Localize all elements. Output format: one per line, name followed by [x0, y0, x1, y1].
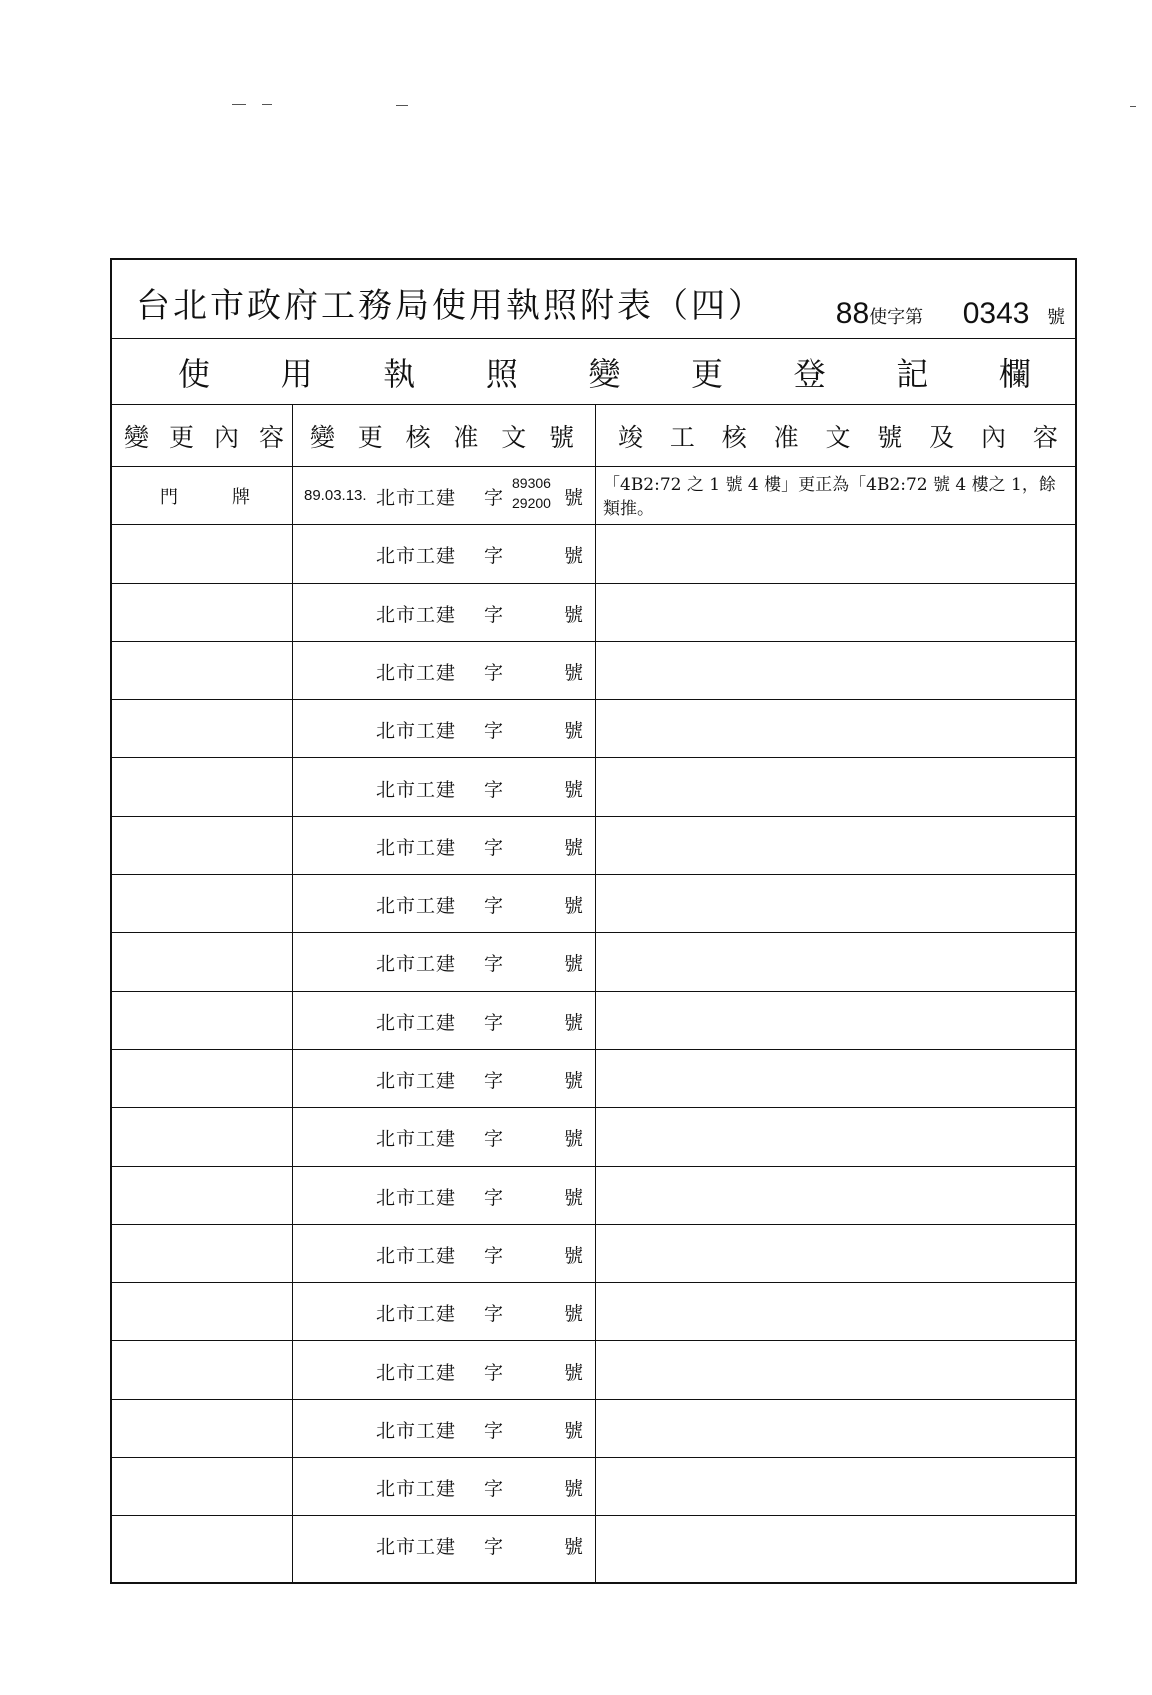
completion-content-cell: 「4B2:72 之 1 號 4 樓」更正為「4B2:72 號 4 樓之 1，餘類推。 [603, 475, 1056, 519]
office-label: 北市工建 [376, 1244, 457, 1267]
hao-label: 號 [564, 895, 584, 918]
hao-label: 號 [564, 1128, 584, 1151]
permit-prefix: 88 [835, 297, 870, 330]
approval-number-cell [292, 1167, 595, 1224]
zi-label: 字 [484, 661, 504, 684]
approval-number-cell [292, 642, 595, 699]
section-char: 欄 [998, 354, 1031, 393]
zi-label: 字 [484, 545, 504, 568]
office-label: 北市工建 [376, 1128, 457, 1151]
change-content-cell [112, 817, 292, 874]
approval-number-cell [292, 1283, 595, 1340]
approval-number-cell [292, 759, 595, 816]
permit-type: 使字第 [869, 307, 924, 328]
zi-label: 字 [484, 1186, 504, 1209]
zi-label: 字 [484, 1128, 504, 1151]
zi-label: 字 [484, 1419, 504, 1442]
change-content-cell [112, 1167, 292, 1224]
approval-number-cell [292, 1225, 595, 1282]
office-label: 北市工建 [376, 1186, 457, 1209]
table-row [112, 1167, 1075, 1225]
approval-number-cell [292, 1400, 595, 1457]
completion-content-cell [595, 525, 1075, 582]
completion-content-cell [595, 1108, 1075, 1165]
table-row [112, 1225, 1075, 1283]
office-label: 北市工建 [376, 661, 457, 684]
approval-number-cell [292, 1342, 595, 1399]
zi-label: 字 [484, 895, 504, 918]
table-row [112, 467, 1075, 525]
change-content-cell: 門 牌 [160, 486, 250, 508]
approval-number-cell [292, 933, 595, 990]
zi-label: 字 [484, 720, 504, 743]
section-char: 更 [691, 354, 724, 393]
approval-number-cell [292, 584, 595, 641]
hao-label: 號 [564, 1303, 584, 1326]
change-content-cell [112, 1283, 292, 1340]
section-char: 登 [793, 354, 826, 393]
zi-label: 字 [484, 1070, 504, 1092]
scan-speck [1130, 106, 1136, 107]
table-row [112, 875, 1075, 933]
change-content-cell [112, 875, 292, 932]
title-row [112, 260, 1075, 339]
completion-content-cell [595, 1342, 1075, 1399]
office-label: 北市工建 [376, 487, 457, 509]
office-label: 北市工建 [376, 545, 457, 568]
table-row [112, 1342, 1075, 1400]
section-char: 用 [280, 354, 313, 393]
hao-label: 號 [564, 1244, 584, 1267]
zi-label: 字 [484, 836, 504, 859]
approval-number-cell [292, 1516, 595, 1574]
scan-speck [232, 104, 246, 105]
approval-number-cell [292, 700, 595, 757]
completion-content-cell [595, 1283, 1075, 1340]
change-content-cell [112, 525, 292, 582]
approval-number-cell [292, 875, 595, 932]
change-content-cell [112, 700, 292, 757]
completion-content-cell [595, 642, 1075, 699]
hao-label: 號 [564, 487, 584, 509]
completion-content-cell [595, 933, 1075, 990]
section-char: 照 [485, 354, 518, 393]
completion-content-cell [595, 1167, 1075, 1224]
approval-number-cell [292, 1458, 595, 1515]
change-content-cell [112, 1225, 292, 1282]
table-row [112, 700, 1075, 758]
zi-label: 字 [484, 1011, 504, 1034]
section-char: 變 [588, 354, 621, 393]
approval-number-cell [292, 1050, 595, 1107]
hao-label: 號 [564, 1419, 584, 1442]
hao-label: 號 [564, 1536, 584, 1559]
permit-suffix: 號 [1047, 307, 1065, 328]
form-title: 台北市政府工務局使用執照附表（四） [136, 286, 765, 326]
change-content-cell [112, 759, 292, 816]
table-row [112, 1400, 1075, 1458]
completion-content-cell [595, 584, 1075, 641]
scan-speck [396, 105, 408, 106]
approval-number-cell [292, 992, 595, 1049]
completion-content-cell [595, 1458, 1075, 1515]
zi-label: 字 [484, 778, 504, 801]
completion-content-cell [595, 1225, 1075, 1282]
change-content-cell [112, 1108, 292, 1165]
change-content-cell [112, 1342, 292, 1399]
office-label: 北市工建 [376, 836, 457, 859]
hao-label: 號 [564, 1070, 584, 1092]
change-content-cell [112, 933, 292, 990]
section-char: 記 [896, 354, 929, 393]
change-content-cell [112, 1400, 292, 1457]
table-row [112, 525, 1075, 583]
table-row [112, 992, 1075, 1050]
office-label: 北市工建 [376, 778, 457, 801]
hao-label: 號 [564, 1478, 584, 1501]
office-label: 北市工建 [376, 1011, 457, 1034]
table-row [112, 642, 1075, 700]
office-label: 北市工建 [376, 1478, 457, 1501]
hao-label: 號 [564, 603, 584, 626]
table-row [112, 817, 1075, 875]
hao-label: 號 [564, 661, 584, 684]
approval-date: 89.03.13. [304, 487, 367, 504]
office-label: 北市工建 [376, 953, 457, 976]
zi-label: 字 [484, 1536, 504, 1559]
hao-label: 號 [564, 1361, 584, 1384]
zi-label: 字 [484, 1361, 504, 1384]
office-label: 北市工建 [376, 895, 457, 918]
approval-number-cell [292, 467, 595, 524]
header-change-content: 變 更 內 容 [124, 423, 284, 452]
approval-number-cell [292, 817, 595, 874]
table-row [112, 1050, 1075, 1108]
completion-content-cell [595, 1516, 1075, 1574]
hao-label: 號 [564, 953, 584, 976]
table-row [112, 759, 1075, 817]
table-row [112, 1458, 1075, 1516]
zi-label: 字 [484, 1303, 504, 1326]
zi-label: 字 [484, 1244, 504, 1267]
header-completion-content: 竣 工 核 准 文 號 及 內 容 [618, 423, 1058, 452]
completion-content-cell [595, 759, 1075, 816]
change-content-cell [112, 1458, 292, 1515]
office-label: 北市工建 [376, 603, 457, 626]
completion-content-cell [595, 700, 1075, 757]
table-row [112, 1516, 1075, 1574]
approval-number-cell [292, 1108, 595, 1165]
hao-label: 號 [564, 1011, 584, 1034]
permit-number: 0343 [962, 297, 1030, 330]
office-label: 北市工建 [376, 720, 457, 743]
header-approval-number: 變 更 核 准 文 號 [310, 423, 574, 452]
office-label: 北市工建 [376, 1361, 457, 1384]
hao-label: 號 [564, 1186, 584, 1209]
column-header-row [112, 405, 1075, 467]
change-content-cell [112, 1050, 292, 1107]
completion-content-cell [595, 992, 1075, 1049]
section-char: 使 [178, 354, 211, 393]
completion-content-cell [595, 817, 1075, 874]
completion-content-cell [595, 1050, 1075, 1107]
table-row [112, 1108, 1075, 1166]
completion-content-cell [595, 1400, 1075, 1457]
section-title [112, 339, 1075, 405]
table-row [112, 933, 1075, 991]
table-row [112, 584, 1075, 642]
completion-content-cell [595, 875, 1075, 932]
permit-number-block [836, 296, 1065, 331]
scan-speck [262, 104, 272, 105]
change-content-cell [112, 992, 292, 1049]
change-content-cell [112, 584, 292, 641]
hao-label: 號 [564, 720, 584, 743]
table-row [112, 1283, 1075, 1341]
change-content-cell [112, 642, 292, 699]
office-label: 北市工建 [376, 1070, 457, 1092]
zi-label: 字 [484, 1478, 504, 1501]
zi-label: 字 [484, 603, 504, 626]
office-label: 北市工建 [376, 1536, 457, 1559]
hao-label: 號 [564, 778, 584, 801]
zi-label: 字 [484, 487, 504, 509]
change-content-cell [112, 1516, 292, 1574]
section-char: 執 [383, 354, 416, 393]
zi-label: 字 [484, 953, 504, 976]
office-label: 北市工建 [376, 1419, 457, 1442]
hao-label: 號 [564, 545, 584, 568]
office-label: 北市工建 [376, 1303, 457, 1326]
hao-label: 號 [564, 836, 584, 859]
approval-number-cell [292, 525, 595, 582]
permit-attachment-form [110, 258, 1077, 1584]
serial-number: 89306 29200 [512, 475, 551, 511]
